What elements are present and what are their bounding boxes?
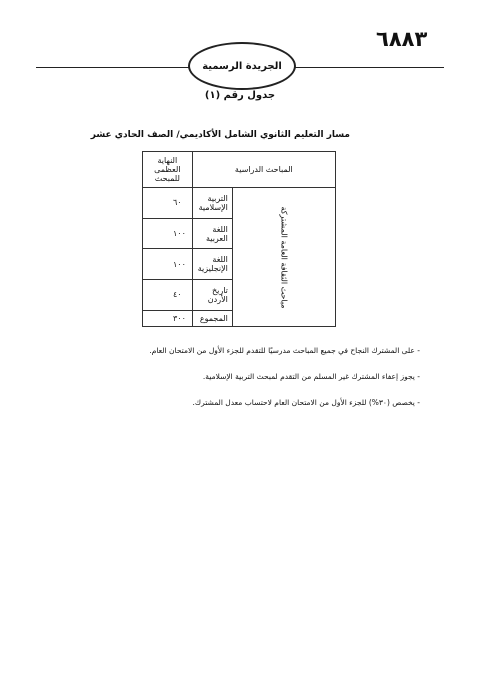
- gazette-title-oval: [188, 42, 296, 90]
- subject-cell: اللغة العربية: [192, 218, 232, 249]
- subjects-header: المباحث الدراسية: [192, 152, 335, 188]
- group-label: مباحث الثقافة العامة المشتركة: [279, 205, 289, 309]
- total-label: المجموع: [192, 310, 232, 326]
- mark-cell: ٤٠: [143, 280, 193, 311]
- gazette-title: الجريدة الرسمية: [202, 60, 282, 72]
- mark-cell: ٦٠: [143, 188, 193, 219]
- schedule-label: جدول رقم (١): [204, 90, 276, 101]
- notes-list: [100, 345, 420, 423]
- note-item: - على المشترك النجاح في جميع المباحث مدرسيًا للتقدم للجزء الأول من الامتحان العام.: [149, 346, 420, 355]
- total-mark: ٣٠٠: [143, 310, 193, 326]
- mark-cell: ١٠٠: [143, 249, 193, 280]
- note-item: - يخصص (٣٠%) للجزء الأول من الامتحان العام لاحتساب معدل المشترك.: [192, 398, 420, 407]
- table-header-row: [143, 152, 336, 188]
- table-caption: مسار التعليم الثانوي الشامل الأكاديمي/ الصف الحادي عشر: [90, 130, 350, 140]
- page-number: ٦٨٨٣: [376, 27, 428, 51]
- mark-cell: ١٠٠: [143, 218, 193, 249]
- subject-cell: تاريخ الأردن: [192, 280, 232, 311]
- group-label-cell: [232, 188, 335, 327]
- marks-table: [142, 151, 336, 327]
- table-row: [143, 188, 336, 219]
- max-mark-header: النهاية العظمى للمبحث: [143, 152, 193, 188]
- note-item: - يجوز إعفاء المشترك غير المسلم من التقدم لمبحث التربية الإسلامية.: [202, 372, 420, 381]
- subject-cell: التربية الإسلامية: [192, 188, 232, 219]
- subject-cell: اللغة الإنجليزية: [192, 249, 232, 280]
